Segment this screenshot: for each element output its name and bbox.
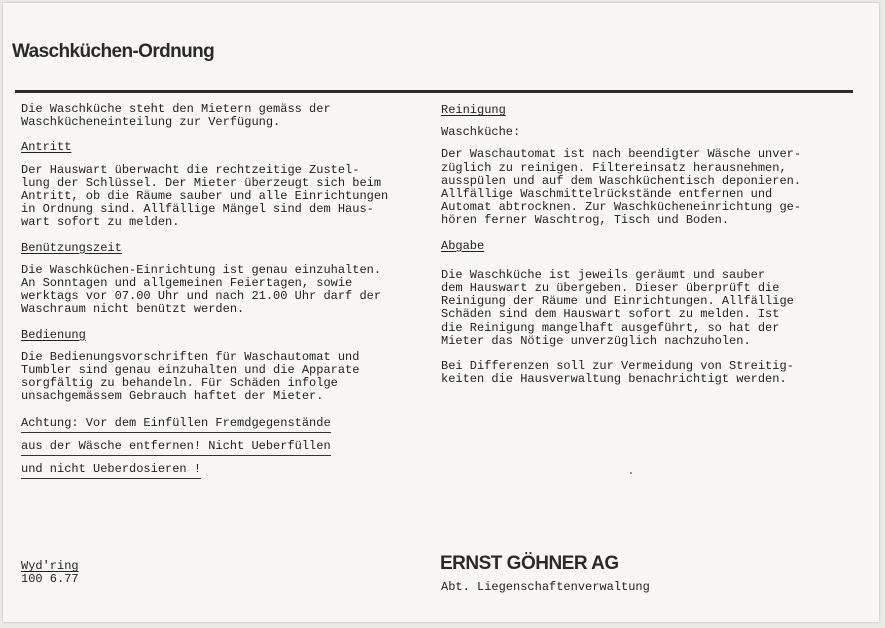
closing-paragraph: Bei Differenzen soll zur Vermeidung von Streitig- keiten die Hausverwaltung benachrichtigt werden. (441, 359, 794, 387)
section-body-benuetzungszeit: Die Waschküchen-Einrichtung ist genau einzuhalten. An Sonntagen und allgemeinen Feiertagen, sowie werktags vor 07.00 Uhr und nach 21.00 Uhr darf der Waschraum nicht benützt werden. (21, 262, 382, 317)
header-rule (15, 90, 853, 93)
document-page (3, 3, 879, 622)
document-code-line: Wyd'ring (21, 559, 79, 573)
section-body-bedienung: Die Bedienungsvorschriften für Waschautomat und Tumbler sind genau einzuhalten und die Apparate sorgfältig zu behandeln. Für Schäden infolge unsachgemässem Gebrauch haftet der Mieter. (21, 349, 360, 404)
warning-line: aus der Wäsche entfernen! Nicht Ueberfüllen (21, 440, 331, 456)
warning-line: Achtung: Vor dem Einfüllen Fremdgegenstände (21, 417, 331, 433)
intro-paragraph: Die Waschküche steht den Mietern gemäss der Waschkücheneinteilung zur Verfügung. (21, 102, 331, 130)
document-title: Waschküchen-Ordnung (12, 41, 215, 62)
section-body-reinigung: Der Waschautomat ist nach beendigter Wäsche unver- züglich zu reinigen. Filtereinsatz herausnehmen, ausspülen und auf dem Waschküchentisch deponieren. Allfällige Waschmittelrückstände entfernen und Automat abtrocknen. Zur Waschkücheneinrichtung ge- hören ferner Waschtrog, Tisch und Boden. (441, 147, 802, 228)
document-code-line: 100 6.77 (21, 572, 79, 586)
reinigung-subheading: Waschküche: (441, 125, 521, 140)
warning-block (21, 417, 421, 480)
document-code (21, 560, 79, 586)
section-heading-benuetzungszeit: Benützungszeit (21, 240, 122, 255)
section-heading-reinigung: Reinigung (441, 103, 506, 117)
section-body-abgabe: Die Waschküche ist jeweils geräumt und sauber dem Hauswart zu übergeben. Dieser überprüft die Reinigung der Räume und Einrichtungen. Allfällige Schäden sind dem Hauswart sofort zu melden. Ist die Reinigung mangelhaft ausgeführt, so hat der Mieter das Nötige unverzüglich nachzuholen. (441, 267, 794, 348)
section-heading-antritt: Antritt (21, 140, 72, 155)
company-logo: ERNST GÖHNER AG (440, 553, 619, 574)
warning-line: und nicht Ueberdosieren ! (21, 463, 201, 479)
company-department: Abt. Liegenschaftenverwaltung (441, 580, 650, 594)
section-heading-abgabe: Abgabe (441, 238, 485, 253)
right-column (441, 104, 851, 386)
speck-mark (630, 472, 632, 474)
section-heading-bedienung: Bedienung (21, 327, 86, 342)
section-body-antritt: Der Hauswart überwacht die rechtzeitige Zustel- lung der Schlüssel. Der Mieter überzeugt sich beim Antritt, ob die Räume sauber und alle Einrichtungen in Ordnung sind. Allfällige Mängel sind dem Haus- wart sofort zu melden. (21, 162, 389, 230)
left-column (21, 103, 421, 486)
